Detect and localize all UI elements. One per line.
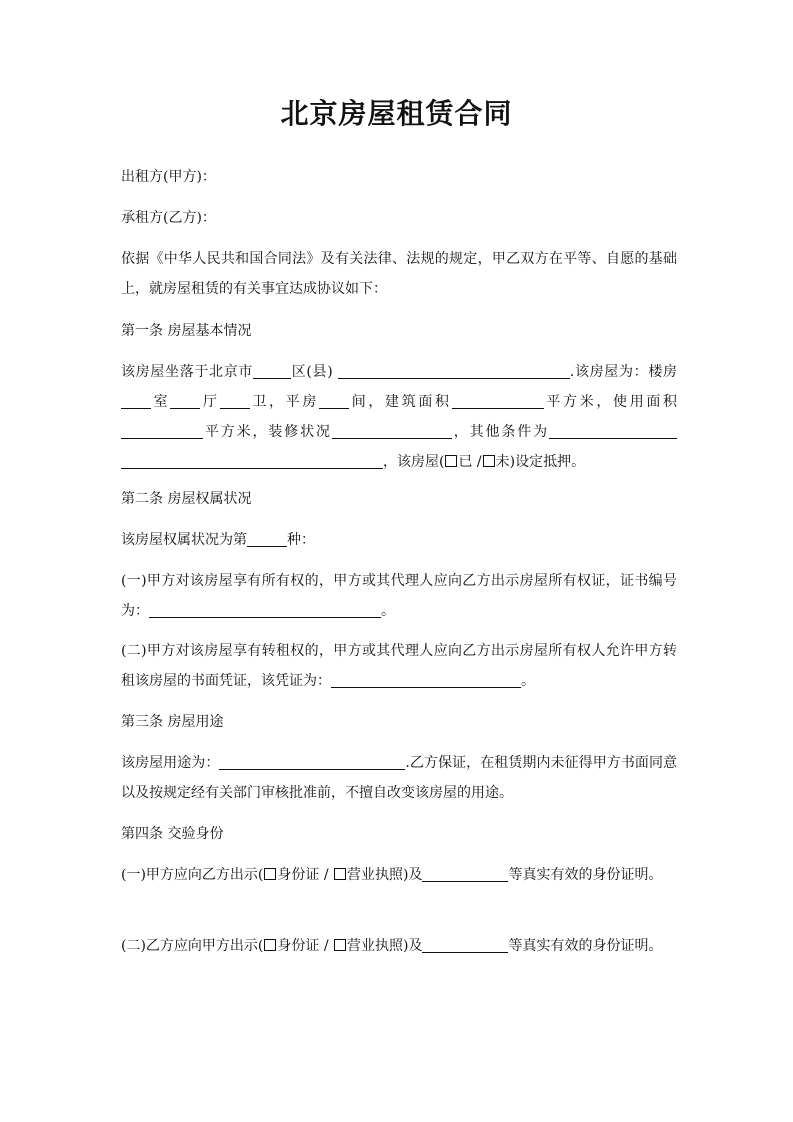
halls-blank[interactable] xyxy=(170,392,200,409)
text-segment: 身份证 / xyxy=(277,938,329,954)
article-4-heading: 第四条 交验身份 xyxy=(121,826,224,842)
other-conditions-blank-2[interactable] xyxy=(121,452,383,469)
ownership-clause-2 xyxy=(121,636,677,696)
text-segment: ，该房屋( xyxy=(383,454,445,470)
text-segment: 营业执照)及 xyxy=(347,867,423,883)
checkbox-id-card[interactable] xyxy=(264,939,276,951)
identity-clause-2 xyxy=(121,931,677,961)
other-id-blank[interactable] xyxy=(422,865,508,882)
text-segment: 已 / xyxy=(458,454,482,470)
text-segment: 平方米，使用面积 xyxy=(543,394,678,410)
checkbox-id-card[interactable] xyxy=(264,868,276,880)
text-segment: (一)甲方对该房屋享有所有权的，甲方或其代理人应向乙方出示房屋所有权证，证书编号为： xyxy=(121,573,677,619)
rooms-blank[interactable] xyxy=(121,392,151,409)
text-segment: 营业执照)及 xyxy=(347,938,423,954)
text-segment: 。 xyxy=(381,603,395,619)
text-segment: 室 xyxy=(151,394,171,410)
checkbox-business-license[interactable] xyxy=(334,868,346,880)
ownership-clause-1 xyxy=(121,566,677,626)
text-segment: (二)乙方应向甲方出示( xyxy=(121,938,264,954)
text-segment: (二)甲方对该房屋享有转租权的，甲方或其代理人应向乙方出示房屋所有权人允许甲方转租该房屋的书面凭证，该凭证为： xyxy=(121,643,677,689)
document-title: 北京房屋租赁合同 xyxy=(280,97,513,130)
text-segment: 区(县) xyxy=(291,364,333,380)
preamble-paragraph: 依据《中华人民共和国合同法》及有关法律、法规的规定，甲乙双方在平等、自愿的基础上，就房屋租赁的有关事宜达成协议如下： xyxy=(121,251,677,297)
baths-blank[interactable] xyxy=(220,392,250,409)
text-segment: 该房屋坐落于北京市 xyxy=(121,364,254,380)
text-segment: 卫，平房 xyxy=(249,394,320,410)
article-3-body xyxy=(121,748,677,808)
article-2-heading: 第二条 房屋权属状况 xyxy=(121,491,252,507)
voucher-blank[interactable] xyxy=(331,671,521,688)
ownership-type-line xyxy=(121,525,677,555)
text-segment: .该房屋为：楼房 xyxy=(569,364,677,380)
usage-blank[interactable] xyxy=(219,753,405,770)
other-conditions-blank[interactable] xyxy=(549,422,677,439)
other-id-blank[interactable] xyxy=(422,936,508,953)
text-segment: 间，建筑面积 xyxy=(349,394,452,410)
text-segment: 等真实有效的身份证明。 xyxy=(508,938,663,954)
text-segment: 平方米，装修状况 xyxy=(203,424,332,440)
bungalow-rooms-blank[interactable] xyxy=(319,392,349,409)
usable-area-blank[interactable] xyxy=(121,422,203,439)
text-segment: 。 xyxy=(521,673,535,689)
decoration-blank[interactable] xyxy=(332,422,452,439)
article-1-body xyxy=(121,357,677,477)
article-3-heading: 第三条 房屋用途 xyxy=(121,714,224,730)
text-segment: 种： xyxy=(287,532,315,548)
address-blank[interactable] xyxy=(338,362,570,379)
text-segment: 未)设定抵押。 xyxy=(495,454,586,470)
lessor-line: 出租方(甲方)： xyxy=(121,169,216,185)
checkbox-not-mortgaged[interactable] xyxy=(483,455,495,467)
text-segment: 等真实有效的身份证明。 xyxy=(508,867,663,883)
certificate-number-blank[interactable] xyxy=(149,601,381,618)
lessee-line: 承租方(乙方)： xyxy=(121,210,216,226)
text-segment: .乙方保证，在租赁期内未征得甲方书面同意以及按规定经有关部门审核批准前，不擅自改变该房屋的用途。 xyxy=(121,755,678,801)
text-segment: ，其他条件为 xyxy=(451,424,549,440)
article-1-heading: 第一条 房屋基本情况 xyxy=(121,323,252,339)
text-segment: (一)甲方应向乙方出示( xyxy=(121,867,264,883)
text-segment: 该房屋用途为： xyxy=(121,755,220,771)
checkbox-mortgaged[interactable] xyxy=(445,455,457,467)
identity-clause-1 xyxy=(121,860,677,890)
ownership-type-blank[interactable] xyxy=(247,530,287,547)
text-segment: 该房屋权属状况为第 xyxy=(121,532,247,548)
text-segment: 厅 xyxy=(200,394,220,410)
checkbox-business-license[interactable] xyxy=(334,939,346,951)
building-area-blank[interactable] xyxy=(452,392,544,409)
district-blank[interactable] xyxy=(253,362,291,379)
text-segment: 身份证 / xyxy=(277,867,329,883)
